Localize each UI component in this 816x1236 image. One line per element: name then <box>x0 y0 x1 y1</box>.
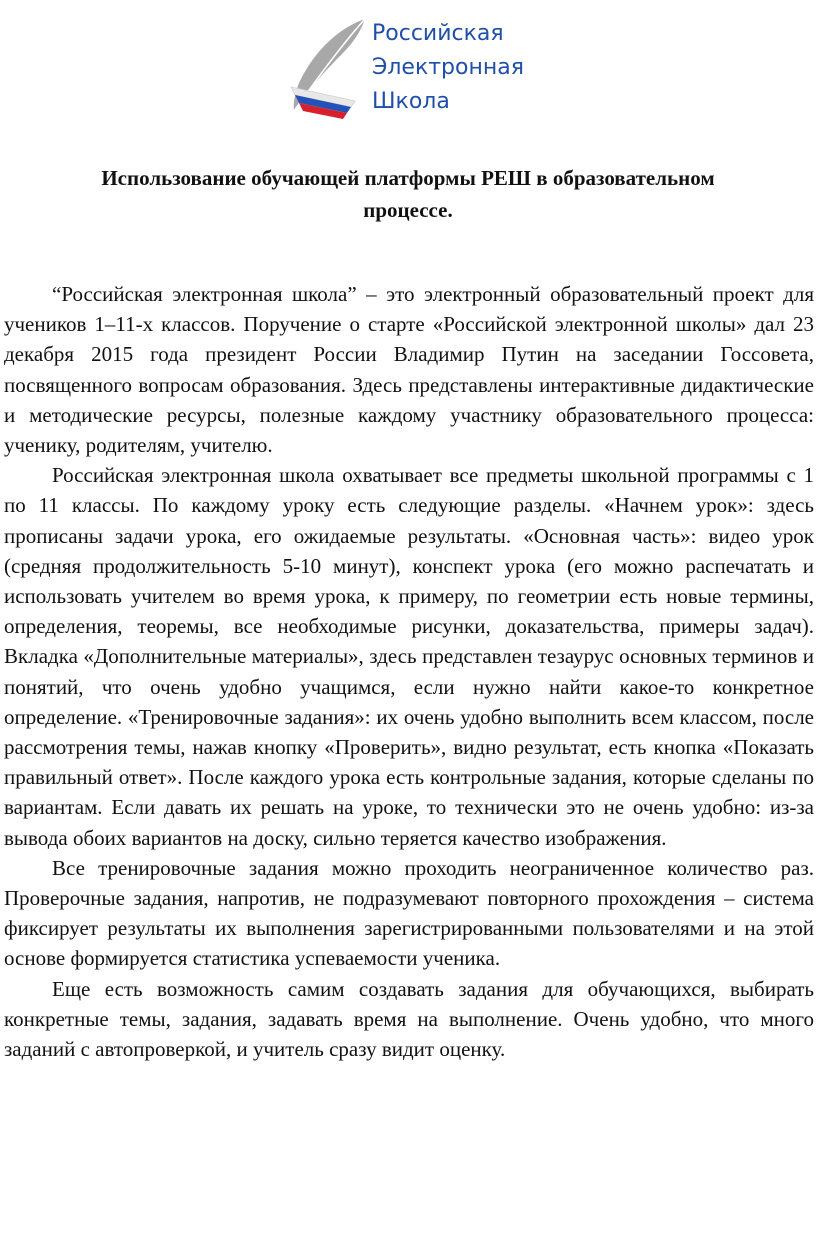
document-body <box>4 279 814 1064</box>
title-line-2: процессе. <box>363 198 453 222</box>
resh-logo <box>285 15 545 120</box>
paragraph-sections: Российская электронная школа охватывает все предметы школьной программы с 1 по 11 классы. По каждому уроку есть следующие разделы. «Начнем урок»: здесь прописаны задачи урока, его ожидаемые результаты. «Основная часть»: видео урок (средняя продолжительность 5-10 минут), конспект урока (его можно распечатать и использовать учителем во время урока, к примеру, по геометрии есть новые термины, определения, теоремы, все необходимые рисунки, доказательства, примеры задач). Вкладка «Дополнительные материалы», здесь представлен тезаурус основных терминов и понятий, что очень удобно учащимся, если нужно найти какое-то конкретное определение. «Тренировочные задания»: их очень удобно выполнить всем классом, после рассмотрения темы, нажав кнопку «Проверить», видно результат, есть кнопка «Показать правильный ответ». После каждого урока есть контрольные задания, которые сделаны по вариантам. Если давать их решать на уроке, то технически это не очень удобно: из-за вывода обоих вариантов на доску, сильно теряется качество изображения. <box>4 463 814 850</box>
logo-line-2: Электронная <box>372 55 524 80</box>
logo-wordmark <box>372 17 524 119</box>
title-line-1: Использование обучающей платформы РЕШ в образовательном <box>101 166 715 190</box>
logo-line-1: Российская <box>372 21 504 46</box>
feather-flag-icon <box>285 15 375 120</box>
paragraph-intro: “Российская электронная школа” – это электронный образовательный проект для учеников 1–11-х классов. Поручение о старте «Российской электронной школы» дал 23 декабря 2015 года президент России Владимир Путин на заседании Госсовета, посвященного вопросам образования. Здесь представлены интерактивные дидактические и методические ресурсы, полезные каждому участнику образовательного процесса: ученику, родителям, учителю. <box>4 282 814 458</box>
logo-line-3: Школа <box>372 89 450 114</box>
paragraph-custom-tasks: Еще есть возможность самим создавать задания для обучающихся, выбирать конкретные темы, задания, задавать время на выполнение. Очень удобно, что много заданий с автопроверкой, и учитель сразу видит оценку. <box>4 976 814 1062</box>
document-title <box>0 162 816 226</box>
paragraph-tasks: Все тренировочные задания можно проходить неограниченное количество раз. Проверочные задания, напротив, не подразумевают повторного прохождения – система фиксирует результаты их выполнения зарегистрированными пользователями и на этой основе формируется статистика успеваемости ученика. <box>4 855 814 971</box>
